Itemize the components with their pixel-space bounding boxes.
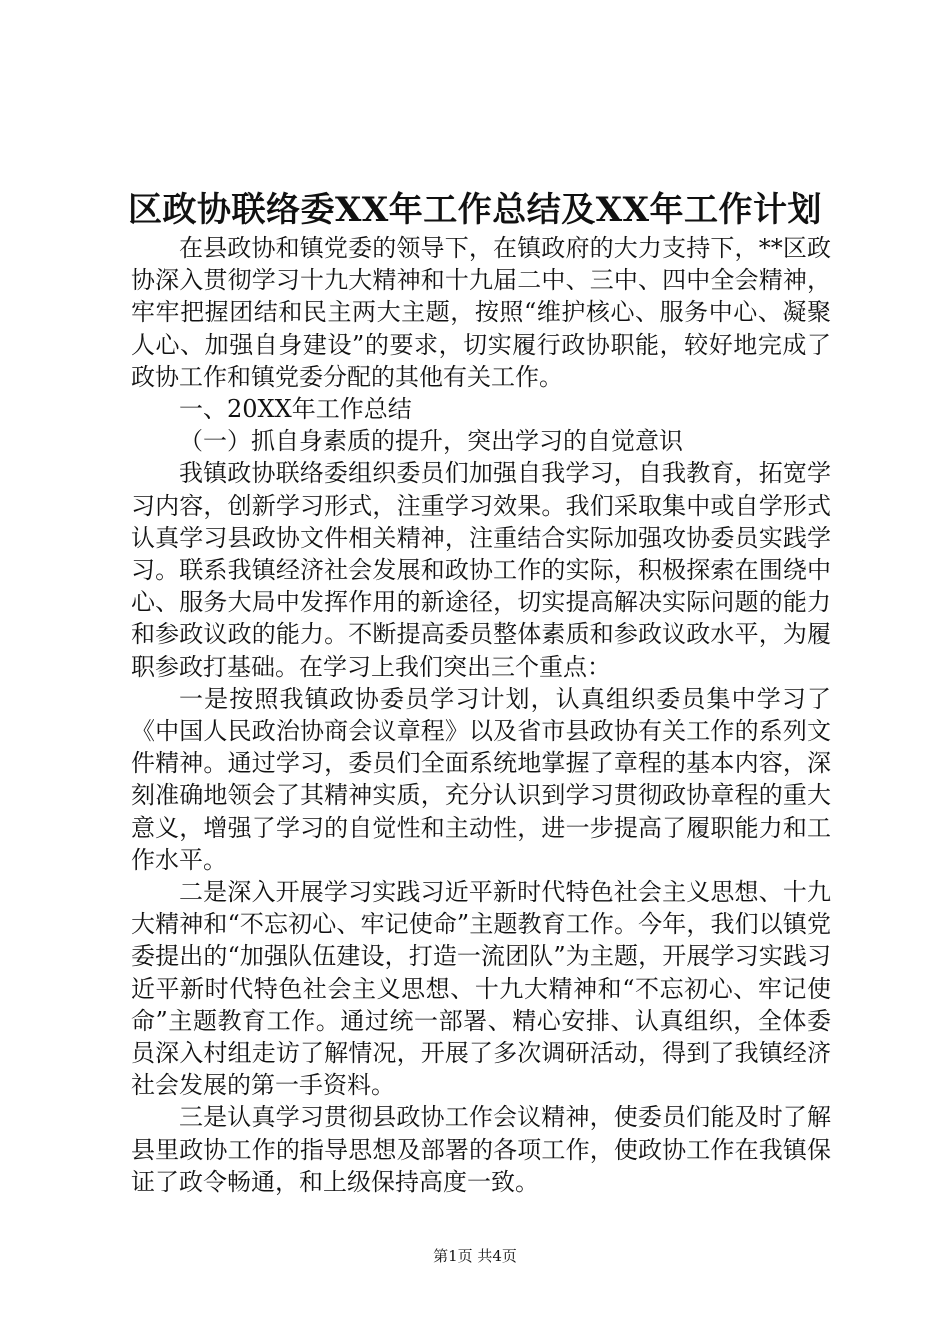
paragraph-intro: 在县政协和镇党委的领导下，在镇政府的大力支持下，**区政协深入贯彻学习十九大精神和十九届二中、三中、四中全会精神，牢牢把握团结和民主两大主题，按照“维护核心、服务中心、凝聚人心、加强自身建设”的要求，切实履行政协职能，较好地完成了政协工作和镇党委分配的其他有关工作。: [131, 234, 831, 391]
subsection-heading: （一）抓自身素质的提升，突出学习的自觉意识: [179, 427, 683, 456]
paragraph-point-two: 二是深入开展学习实践习近平新时代特色社会主义思想、十九大精神和“不忘初心、牢记使命”主题教育工作。今年，我们以镇党委提出的“加强队伍建设，打造一流团队”为主题，开展学习实践习近平新时代特色社会主义思想、十九大精神和“不忘初心、牢记使命”主题教育工作。通过统一部署、精心安排、认真组织，全体委员深入村组走访了解情况，开展了多次调研活动，得到了我镇经济社会发展的第一手资料。: [131, 878, 831, 1100]
document-body: [131, 232, 831, 1198]
page-number: 第1页 共4页: [433, 1247, 517, 1265]
section-heading: 一、20XX年工作总结: [179, 395, 412, 424]
document-title: 区政协联络委XX年工作总结及XX年工作计划: [127, 190, 823, 230]
paragraph-point-one: 一是按照我镇政协委员学习计划，认真组织委员集中学习了《中国人民政治协商会议章程》以及省市县政协有关工作的系列文件精神。通过学习，委员们全面系统地掌握了章程的基本内容，深刻准确地领会了其精神实质，充分认识到学习贯彻政协章程的重大意义，增强了学习的自觉性和主动性，进一步提高了履职能力和工作水平。: [131, 684, 831, 874]
paragraph-point-three: 三是认真学习贯彻县政协工作会议精神，使委员们能及时了解县里政协工作的指导思想及部署的各项工作，使政协工作在我镇保证了政令畅通，和上级保持高度一致。: [131, 1103, 831, 1196]
paragraph-study: 我镇政协联络委组织委员们加强自我学习，自我教育，拓宽学习内容，创新学习形式，注重学习效果。我们采取集中或自学形式认真学习县政协文件相关精神，注重结合实际加强攻协委员实践学习。联系我镇经济社会发展和政协工作的实际，积极探索在围绕中心、服务大局中发挥作用的新途径，切实提高解决实际问题的能力和参政议政的能力。不断提高委员整体素质和参政议政水平，为履职参政打基础。在学习上我们突出三个重点：: [131, 459, 831, 681]
